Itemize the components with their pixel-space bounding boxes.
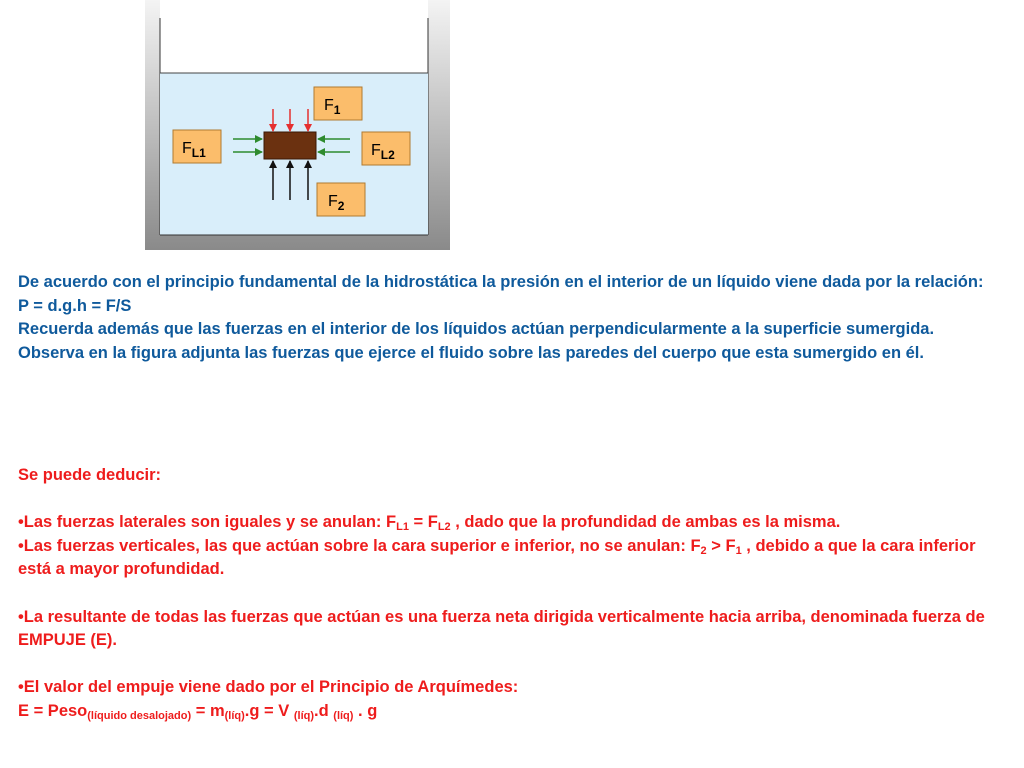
label-f2: [317, 183, 365, 216]
bullet-archimedes: •El valor del empuje viene dado por el Principio de Arquímedes:: [18, 678, 519, 697]
heading-deducir: Se puede deducir:: [18, 466, 162, 484]
svg-text:F1: $F_1$: [324, 97, 341, 117]
bullet-resultant-force: •La resultante de todas las fuerzas que actúan es una fuerza neta dirigida verticalmente hacia arriba, denominada fuerza de EMPUJE (E).: [18, 607, 985, 650]
bullet-vertical-forces: •Las fuerzas verticales, las que actúan sobre la cara superior e inferior, no se anulan: $F_2 > F_1$ , debido a que la cara inferior está a mayor profundidad.: [18, 536, 976, 579]
paragraph-observe: Observa en la figura adjunta las fuerzas que ejerce el fluido sobre las paredes del cuerpo que esta sumergido en él.: [18, 343, 924, 362]
paragraph-principle: De acuerdo con el principio fundamental de la hidrostática la presión en el interior de un líquido viene dada por la relación:: [18, 273, 984, 291]
bullet-lateral-forces: •Las fuerzas laterales son iguales y se anulan: $F_{L1} = F_{L2}$ , dado que la profundidad de ambas es la misma.: [18, 513, 841, 534]
svg-text:FL2: $F_{L2}$: [371, 142, 395, 162]
svg-text:F2: $F_2$: [328, 193, 345, 213]
deduction-text-block: [18, 464, 1013, 724]
hydrostatics-diagram: [145, 0, 450, 250]
equation-buoyancy: E = Peso$_{(líquido desalojado)}$ = $m_{(líq)}.g = V$ $_{(líq)}$.d $_{(líq)}$ . g: [18, 701, 378, 722]
submerged-body: [264, 132, 316, 159]
label-fl2: [362, 132, 410, 165]
label-fl1: [173, 130, 221, 163]
intro-text-block: [18, 271, 1013, 365]
formula-pressure: P = d.g.h = F/S: [18, 296, 132, 315]
label-f1: [314, 87, 362, 120]
container-air: [160, 0, 428, 73]
svg-text:FL1: $F_{L1}$: [182, 140, 206, 160]
paragraph-perpendicular: Recuerda además que las fuerzas en el interior de los líquidos actúan perpendicularmente a la superficie sumergida.: [18, 320, 935, 339]
